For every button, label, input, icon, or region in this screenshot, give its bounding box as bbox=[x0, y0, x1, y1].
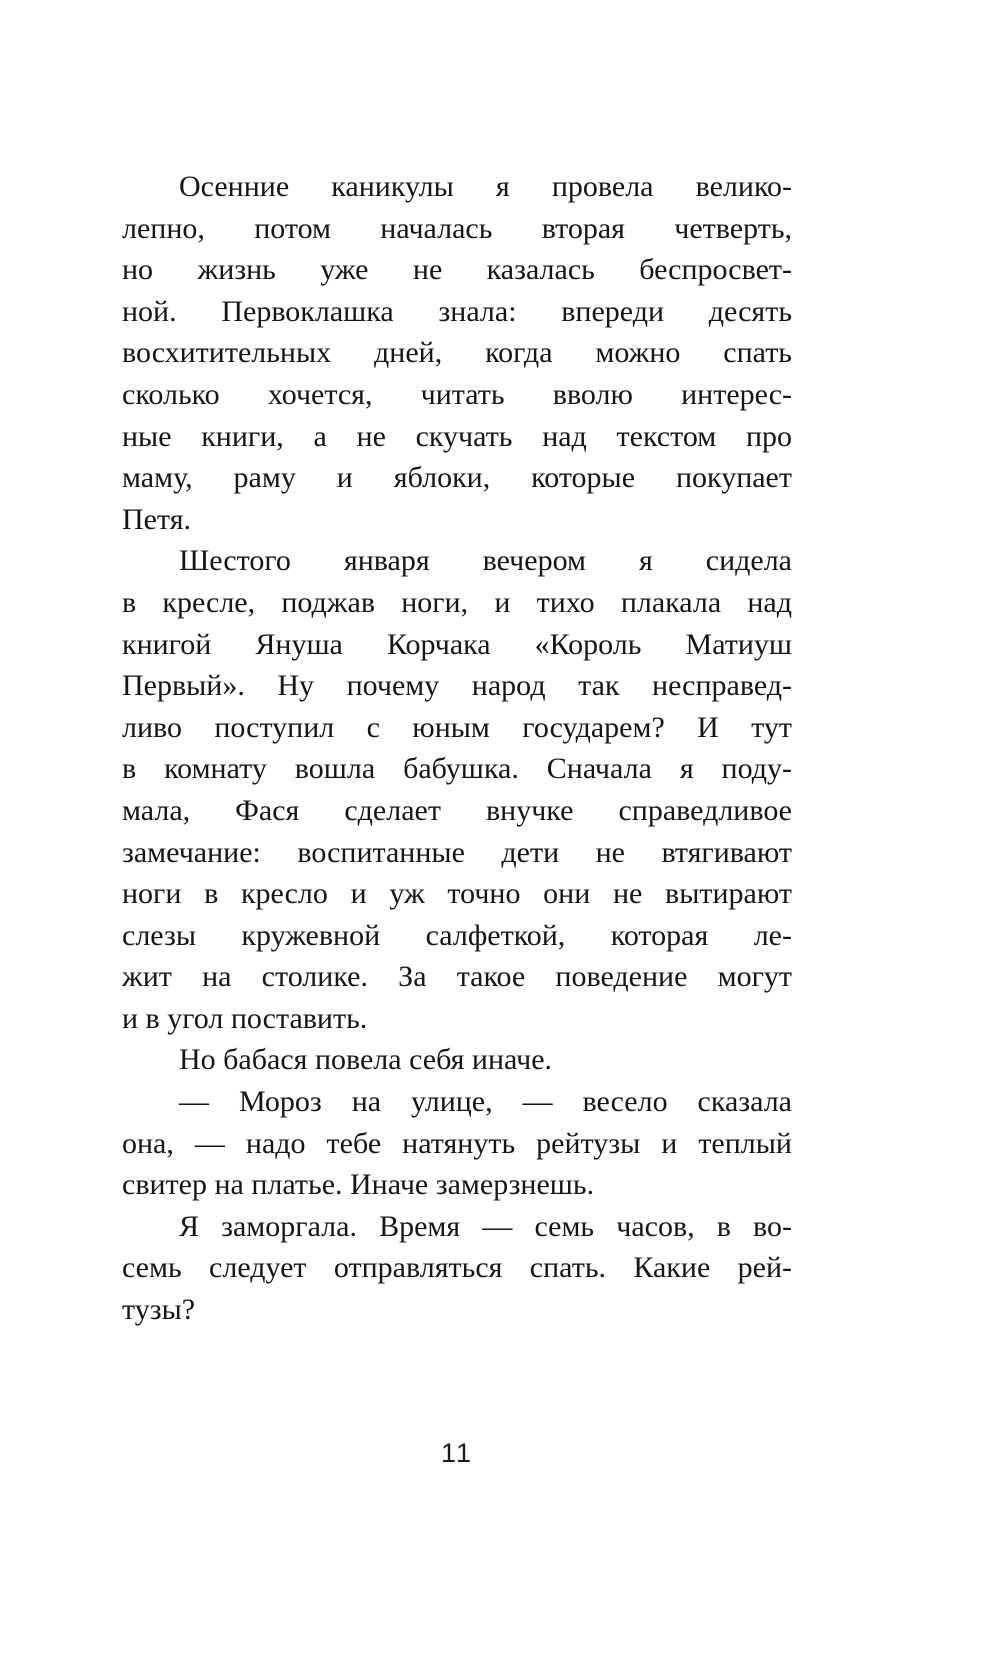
page-text bbox=[122, 166, 792, 1331]
text-line: Первый». Ну почему народ так несправед- bbox=[122, 669, 792, 703]
text-line: свитер на платье. Иначе замерзнешь. bbox=[122, 1168, 595, 1202]
text-line: жит на столике. За такое поведение могут bbox=[122, 960, 792, 994]
text-line: в кресле, поджав ноги, и тихо плакала над bbox=[122, 585, 792, 619]
text-line: Шестого января вечером я сидела bbox=[179, 544, 792, 578]
page-number: 11 bbox=[440, 1438, 474, 1468]
text-line: ноги в кресло и уж точно они не вытирают bbox=[122, 877, 792, 911]
text-line: мала, Фася сделает внучке справедливое bbox=[122, 793, 792, 827]
text-line: книгой Януша Корчака «Король Матиуш bbox=[122, 627, 792, 661]
text-line: Петя. bbox=[122, 502, 191, 536]
text-line: слезы кружевной салфеткой, которая ле- bbox=[122, 918, 792, 952]
text-line: сколько хочется, читать вволю интерес- bbox=[122, 377, 792, 411]
text-line: — Мороз на улице, — весело сказала bbox=[179, 1085, 792, 1119]
text-line: тузы? bbox=[122, 1293, 196, 1327]
text-line: ные книги, а не скучать над текстом про bbox=[122, 419, 792, 453]
text-line: лепно, потом началась вторая четверть, bbox=[122, 211, 792, 245]
text-line: Осенние каникулы я провела велико- bbox=[179, 170, 792, 203]
text-line: ливо поступил с юным государем? И тут bbox=[122, 710, 792, 744]
text-line: она, — надо тебе натянуть рейтузы и теплый bbox=[122, 1126, 792, 1160]
text-line: и в угол поставить. bbox=[122, 1001, 368, 1035]
text-line: ной. Первоклашка знала: впереди десять bbox=[122, 294, 792, 328]
text-line: замечание: воспитанные дети не втягивают bbox=[122, 835, 792, 869]
text-line: в комнату вошла бабушка. Сначала я поду- bbox=[122, 752, 792, 786]
text-line: но жизнь уже не казалась беспросвет- bbox=[122, 253, 792, 287]
text-line: семь следует отправляться спать. Какие рей- bbox=[122, 1251, 792, 1285]
text-line: Я заморгала. Время — семь часов, в во- bbox=[179, 1209, 792, 1243]
text-line: маму, раму и яблоки, которые покупает bbox=[122, 461, 792, 495]
text-line: Но бабася повела себя иначе. bbox=[179, 1043, 553, 1077]
text-line: восхитительных дней, когда можно спать bbox=[122, 336, 792, 370]
